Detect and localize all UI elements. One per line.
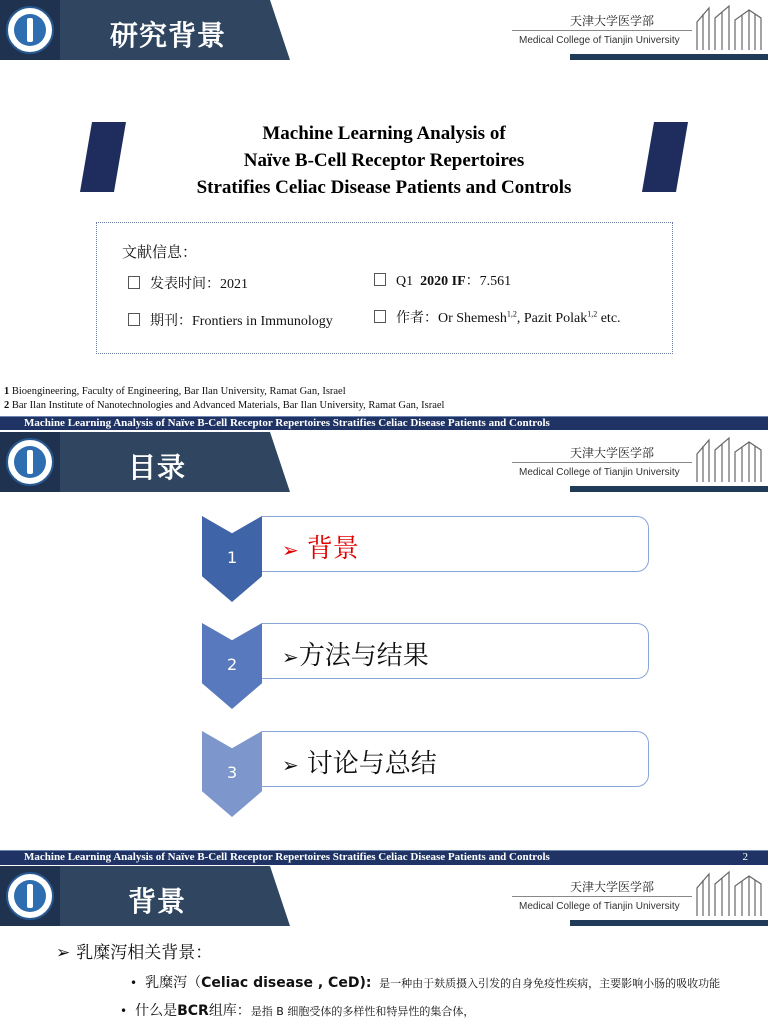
arrow-icon: ➢	[282, 538, 299, 562]
slide-header	[0, 432, 768, 492]
university-name-cn: 天津大学医学部	[570, 446, 655, 460]
header-title: 目录	[128, 451, 187, 484]
toc-label-1: ➢ 背景	[282, 534, 359, 564]
bullet-dot-icon: •	[120, 1004, 128, 1018]
affiliation-1: 1 Bioengineering, Faculty of Engineering, Bar Ilan University, Ramat Gan, Israel	[4, 386, 346, 397]
journal-line: 期刊：Frontiers in Immunology	[128, 310, 333, 330]
bullet-icon	[128, 313, 140, 326]
university-name-cn: 天津大学医学部	[570, 880, 655, 894]
slide-2	[0, 432, 768, 865]
slide-footer: Machine Learning Analysis of Naïve B-Cell Receptor Repertoires Stratifies Celiac Disease Patients and Controls 2	[0, 850, 768, 865]
university-logo	[6, 6, 54, 54]
arrow-icon: ➢	[282, 753, 299, 777]
toc-label-2: ➢方法与结果	[282, 641, 429, 671]
university-name-cn: 天津大学医学部	[570, 14, 655, 28]
university-logo	[6, 872, 54, 920]
toc-label-3: ➢ 讨论与总结	[282, 749, 437, 779]
bullet-icon	[128, 276, 140, 289]
section-heading: ➢ 乳糜泻相关背景：	[56, 943, 213, 963]
building-icon	[695, 870, 763, 918]
building-icon	[695, 4, 763, 52]
slide-header	[0, 0, 768, 60]
affiliation-2: 2 Bar Ilan Institute of Nanotechnologies and Advanced Materials, Bar Ilan University, Ramat Gan, Israel	[4, 400, 445, 411]
bullet-bcr: • 什么是BCR组库：是指 B 细胞受体的多样性和特异性的集合体，	[120, 1003, 475, 1019]
bullet-icon	[374, 310, 386, 323]
university-logo	[6, 438, 54, 486]
author-line: 作者：Or Shemesh$^{1,2}$, Pazit Polak$^{1,2}$ etc.	[374, 307, 621, 327]
arrow-icon: ➢	[56, 943, 71, 963]
slide-3	[0, 866, 768, 1024]
bullet-icon	[374, 273, 386, 286]
if-line: Q1 2020 IF：7.561	[374, 270, 511, 290]
university-name-en: Medical College of Tianjin University	[519, 35, 680, 46]
university-name-en: Medical College of Tianjin University	[519, 467, 680, 478]
decor-bar-right	[642, 122, 688, 192]
item-number-3: 3	[227, 763, 238, 782]
header-title: 研究背景	[110, 19, 227, 52]
pub-date-line: 发表时间：2021	[128, 273, 248, 293]
info-heading: 文献信息：	[122, 245, 198, 261]
item-number-2: 2	[227, 655, 238, 674]
slide-header	[0, 866, 768, 926]
paper-title: Machine Learning Analysis of Naïve B-Cell Receptor Repertoires Stratifies Celiac Disease Patients and Controls	[196, 123, 572, 198]
slide-footer: Machine Learning Analysis of Naïve B-Cell Receptor Repertoires Stratifies Celiac Disease Patients and Controls	[0, 416, 768, 430]
page-number: 2	[742, 851, 748, 863]
item-number-1: 1	[227, 548, 238, 567]
university-name-en: Medical College of Tianjin University	[519, 901, 680, 912]
bullet-dot-icon: •	[130, 976, 138, 990]
building-icon	[695, 436, 763, 484]
slide-1	[0, 0, 768, 430]
header-title: 背景	[128, 885, 187, 918]
bullet-ced: • 乳糜泻（Celiac disease , CeD): 是一种由于麸质摄入引发的自身免疫性疾病，主要影响小肠的吸收功能	[130, 975, 721, 991]
arrow-icon: ➢	[282, 645, 299, 669]
